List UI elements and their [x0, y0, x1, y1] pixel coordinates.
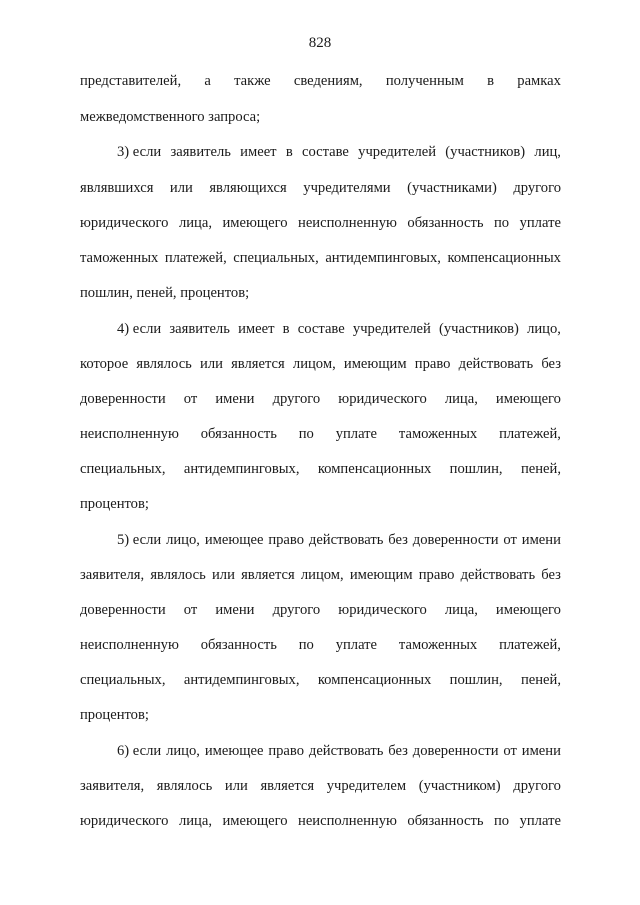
word: в: [282, 321, 290, 337]
word: антидемпинговых,: [325, 250, 441, 266]
word: от: [183, 391, 198, 407]
word: действовать: [460, 567, 536, 583]
text-line: [117, 530, 561, 550]
word: компенсационных: [447, 250, 561, 266]
word: в: [487, 73, 494, 89]
word: уплате: [335, 426, 378, 442]
text-line: [80, 635, 561, 655]
text-line: [117, 142, 561, 162]
word: право: [268, 743, 305, 759]
word: имени: [215, 602, 255, 618]
word: уплате: [519, 813, 561, 829]
word: доверенности: [412, 743, 499, 759]
word: имени: [215, 391, 255, 407]
text-line: [80, 424, 561, 444]
word: являвшихся: [80, 180, 154, 196]
word: 6) если: [117, 743, 162, 759]
word: таможенных: [80, 250, 159, 266]
word: без: [541, 356, 561, 372]
word: а: [204, 73, 211, 89]
word: уплате: [335, 637, 378, 653]
word: заявителя,: [80, 778, 145, 794]
word: юридического: [80, 215, 169, 231]
word: специальных,: [80, 461, 166, 477]
word: составе: [301, 144, 349, 160]
word: в: [285, 144, 293, 160]
word: имеет: [238, 321, 275, 337]
word: или: [211, 567, 235, 583]
text-line: [80, 213, 561, 233]
word: без: [388, 532, 408, 548]
word: являлось: [136, 356, 192, 372]
word: специальных,: [233, 250, 319, 266]
word: действовать: [458, 356, 534, 372]
word: неисполненную: [298, 813, 397, 829]
text-line: процентов;: [80, 707, 149, 723]
word: уплате: [519, 215, 561, 231]
word: имеющего: [222, 813, 288, 829]
word: заявителя,: [80, 567, 145, 583]
word: имеющее: [204, 743, 264, 759]
word: 4) если: [117, 321, 162, 337]
word: юридического: [80, 813, 169, 829]
word: являющихся: [209, 180, 287, 196]
text-line: межведомственного запроса;: [80, 109, 261, 125]
word: лицо,: [527, 321, 561, 337]
word: составе: [297, 321, 345, 337]
text-line: [80, 71, 561, 91]
word: от: [503, 743, 517, 759]
word: или: [224, 778, 248, 794]
word: которое: [80, 356, 129, 372]
word: специальных,: [80, 672, 166, 688]
text-line: [80, 776, 561, 796]
word: 3) если: [117, 144, 162, 160]
word: имеющего: [222, 215, 288, 231]
word: платежей,: [499, 637, 561, 653]
text-line: [80, 389, 561, 409]
word: обязанность: [200, 426, 277, 442]
text-line: [80, 459, 561, 479]
word: пеней,: [520, 672, 561, 688]
word: доверенности: [80, 391, 166, 407]
word: лица,: [444, 391, 478, 407]
word: лицом,: [300, 567, 344, 583]
word: неисполненную: [298, 215, 397, 231]
word: неисполненную: [80, 426, 179, 442]
word: неисполненную: [80, 637, 179, 653]
word: имеющее: [204, 532, 264, 548]
word: имеющего: [495, 602, 561, 618]
word: полученным: [385, 73, 464, 89]
word: является: [260, 778, 315, 794]
word: лица,: [178, 813, 212, 829]
text-line: [80, 178, 561, 198]
word: другого: [513, 778, 561, 794]
word: являлось: [156, 778, 213, 794]
word: платежей,: [164, 250, 227, 266]
word: или: [200, 356, 223, 372]
word: от: [503, 532, 517, 548]
text-line: [80, 565, 561, 585]
word: является: [231, 356, 285, 372]
word: доверенности: [412, 532, 499, 548]
word: лицом,: [292, 356, 336, 372]
text-line: [80, 670, 561, 690]
word: лиц,: [534, 144, 561, 160]
word: другого: [513, 180, 561, 196]
word: имеющим: [343, 356, 407, 372]
word: заявитель: [169, 321, 230, 337]
word: пошлин,: [449, 461, 503, 477]
word: таможенных: [398, 637, 478, 653]
word: по: [298, 426, 314, 442]
word: другого: [272, 602, 321, 618]
word: 5) если: [117, 532, 162, 548]
word: обязанность: [407, 813, 484, 829]
word: (участников): [439, 321, 519, 337]
word: по: [298, 637, 314, 653]
word: лица,: [178, 215, 212, 231]
text-line: [117, 741, 561, 761]
word: представителей,: [80, 73, 182, 89]
page-number: 828: [308, 35, 332, 51]
word: рамках: [517, 73, 561, 89]
word: действовать: [308, 743, 384, 759]
word: лицо,: [166, 743, 200, 759]
word: право: [418, 567, 455, 583]
word: также: [234, 73, 271, 89]
word: учредителем: [326, 778, 407, 794]
word: право: [414, 356, 451, 372]
word: учредителей: [352, 321, 431, 337]
word: действовать: [308, 532, 384, 548]
word: являлось: [150, 567, 206, 583]
word: обязанность: [407, 215, 484, 231]
word: компенсационных: [317, 672, 432, 688]
word: без: [541, 567, 561, 583]
word: доверенности: [80, 602, 166, 618]
word: таможенных: [398, 426, 478, 442]
word: другого: [272, 391, 321, 407]
word: имени: [521, 743, 561, 759]
word: является: [241, 567, 295, 583]
word: имени: [521, 532, 561, 548]
word: (участников): [445, 144, 526, 160]
word: лицо,: [166, 532, 200, 548]
word: юридического: [338, 602, 427, 618]
text-line: [80, 354, 561, 374]
word: компенсационных: [317, 461, 432, 477]
word: (участником): [418, 778, 501, 794]
word: или: [169, 180, 193, 196]
word: платежей,: [499, 426, 561, 442]
word: от: [183, 602, 198, 618]
text-line: [80, 811, 561, 831]
word: учредителями: [303, 180, 391, 196]
word: антидемпинговых,: [183, 461, 300, 477]
word: по: [493, 813, 510, 829]
text-line: [80, 600, 561, 620]
word: право: [268, 532, 305, 548]
word: лица,: [444, 602, 478, 618]
word: имеющим: [349, 567, 413, 583]
text-line: процентов;: [80, 496, 149, 512]
word: без: [388, 743, 408, 759]
text-line: пошлин, пеней, процентов;: [80, 285, 250, 301]
word: пошлин,: [449, 672, 503, 688]
word: (участниками): [407, 180, 497, 196]
word: по: [493, 215, 510, 231]
text-line: [80, 248, 561, 268]
word: учредителей: [358, 144, 437, 160]
text-line: [117, 319, 561, 339]
word: сведениям,: [293, 73, 363, 89]
word: имеет: [240, 144, 277, 160]
word: антидемпинговых,: [183, 672, 300, 688]
word: заявитель: [170, 144, 231, 160]
word: пеней,: [520, 461, 561, 477]
word: обязанность: [200, 637, 277, 653]
word: юридического: [338, 391, 427, 407]
word: имеющего: [495, 391, 561, 407]
